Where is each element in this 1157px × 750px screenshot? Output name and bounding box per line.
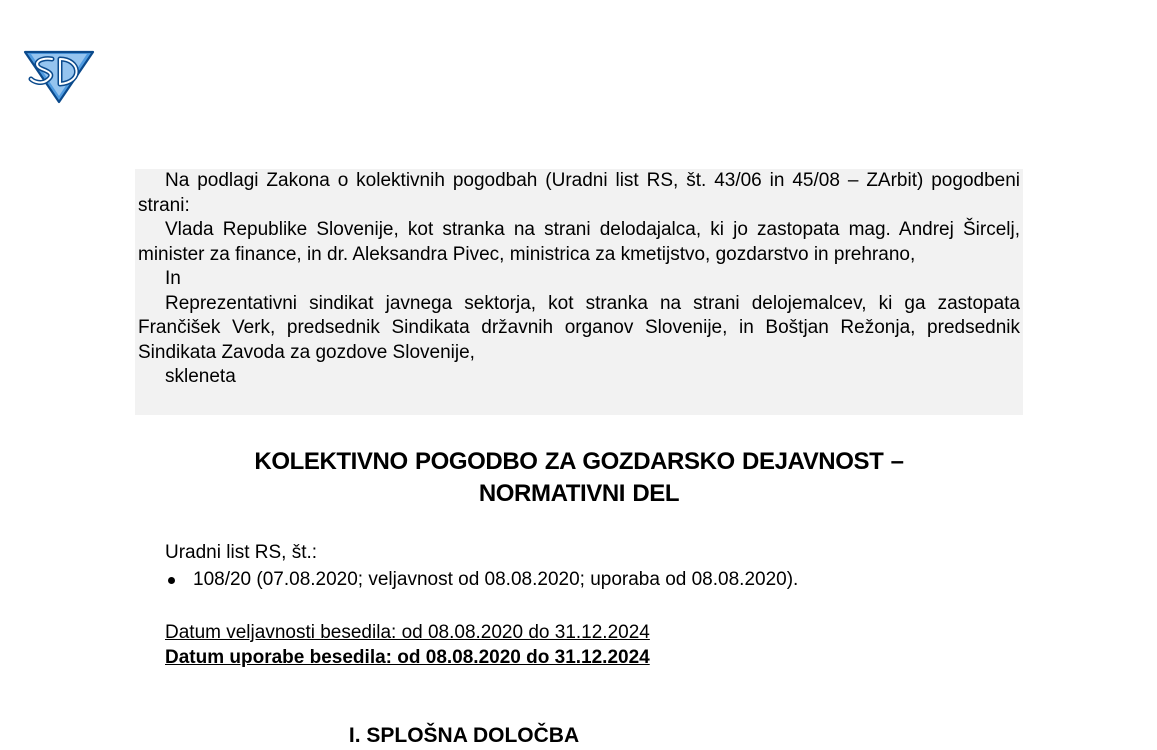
gazette-list-item xyxy=(165,568,798,592)
preamble-paragraph: In xyxy=(165,268,181,289)
gazette-label: Uradni list RS, št.: xyxy=(165,542,318,563)
application-date-line: Datum uporabe besedila: od 08.08.2020 do 31.12.2024 xyxy=(165,647,650,668)
preamble-block xyxy=(135,169,1023,415)
document-title-line: KOLEKTIVNO POGODBO ZA GOZDARSKO DEJAVNOST – xyxy=(254,448,904,475)
logo-icon xyxy=(22,46,96,104)
preamble-paragraph: Na podlagi Zakona o kolektivnih pogodbah (Uradni list RS, št. 43/06 in 45/08 – ZArbit) pogodbeni strani: xyxy=(138,170,1020,216)
bullet-icon xyxy=(168,577,175,584)
validity-block xyxy=(165,620,650,670)
document-title xyxy=(135,446,1023,510)
preamble-paragraph: Vlada Republike Slovenije, kot stranka na strani delodajalca, ki jo zastopata mag. Andrej Šircelj, minister za finance, in dr. Aleksandra Pivec, ministrica za kmetijstvo, gozdarstvo in prehrano, xyxy=(138,219,1020,265)
validity-date-line: Datum veljavnosti besedila: od 08.08.2020 do 31.12.2024 xyxy=(165,622,650,643)
section-heading: I. SPLOŠNA DOLOČBA xyxy=(348,724,580,747)
preamble-paragraph: Reprezentativni sindikat javnega sektorja, kot stranka na strani delojemalcev, ki ga zastopata Frančišek Verk, predsednik Sindikata državnih organov Slovenije, in Boštjan Režonja, predsednik Sindikata Zavoda za gozdove Slovenije, xyxy=(138,292,1020,363)
document-title-line: NORMATIVNI DEL xyxy=(478,480,680,507)
preamble-paragraph: skleneta xyxy=(165,366,236,387)
gazette-item-text: 108/20 (07.08.2020; veljavnost od 08.08.2020; uporaba od 08.08.2020). xyxy=(193,569,799,590)
